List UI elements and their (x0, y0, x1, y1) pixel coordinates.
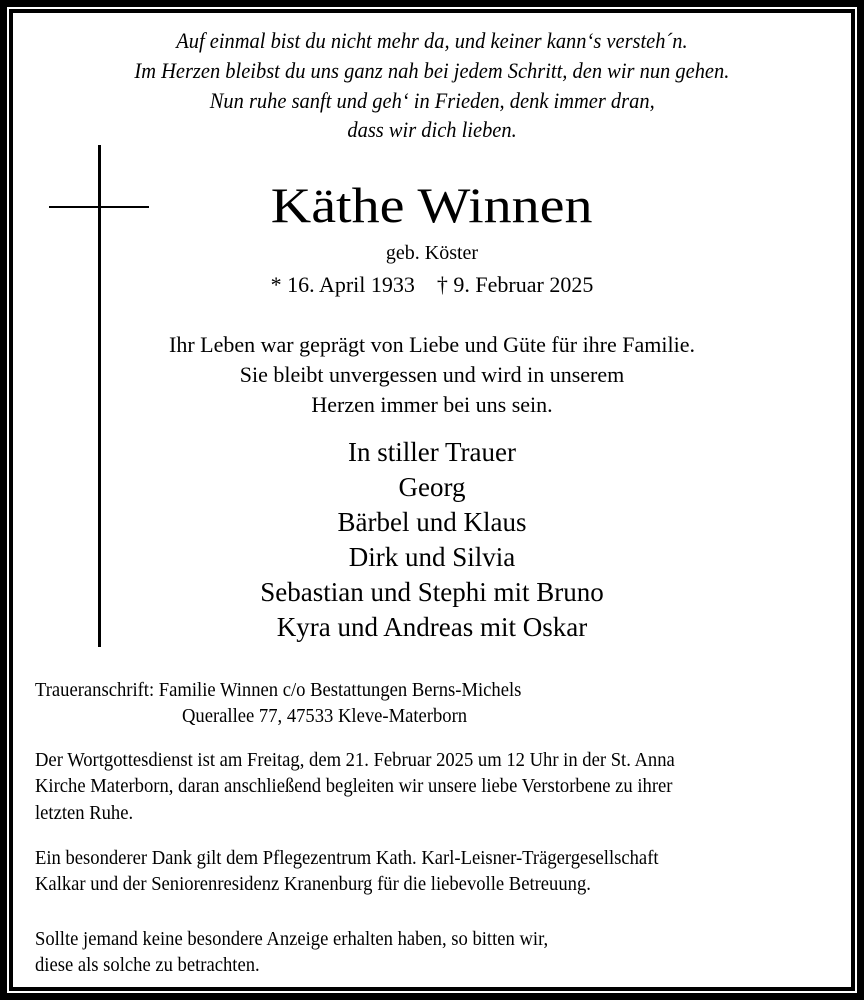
tribute-line (0, 394, 864, 416)
birth-date: * 16. April 1933 (270, 272, 415, 297)
poem-line (0, 60, 864, 82)
service-line (35, 803, 141, 823)
life-dates-text (271, 274, 594, 296)
mourner-name (0, 474, 864, 501)
mourner-name-text: Bärbel und Klaus (337, 507, 527, 537)
poem-line (0, 90, 864, 112)
death-date: † 9. Februar 2025 (436, 272, 594, 297)
address-line-2-text: Querallee 77, 47533 Kleve-Materborn (182, 705, 468, 727)
service-line-text: letzten Ruhe. (35, 802, 134, 824)
mourner-name (0, 614, 864, 641)
service-line-text: Der Wortgottesdienst ist am Freitag, dem 21. Februar 2025 um 12 Uhr in der St. Anna (35, 749, 675, 771)
tribute-line-text: Ihr Leben war geprägt von Liebe und Güte für ihre Familie. (169, 332, 695, 357)
poem-line (0, 30, 864, 52)
poem-line-text: Im Herzen bleibst du uns ganz nah bei jedem Schritt, den wir nun gehen. (134, 58, 730, 83)
mourner-name-text: Georg (398, 472, 466, 502)
thanks-line (35, 874, 633, 894)
mourner-name-text: Dirk und Silvia (348, 542, 516, 572)
mourner-name-text: Sebastian und Stephi mit Bruno (260, 577, 604, 607)
life-dates (0, 274, 864, 296)
closing-line (35, 955, 277, 975)
tribute-line (0, 364, 864, 386)
mourner-name (0, 509, 864, 536)
closing-line-text: diese als solche zu betrachten. (35, 954, 260, 976)
tribute-line (0, 334, 864, 356)
thanks-line (35, 848, 706, 868)
poem-line (0, 119, 864, 141)
service-line (35, 750, 723, 770)
mourner-name (0, 579, 864, 606)
closing-line (35, 929, 587, 949)
deceased-name-text: Käthe Winnen (271, 177, 593, 233)
address-line-1-text (35, 680, 521, 700)
thanks-line-text: Ein besonderer Dank gilt dem Pflegezentrum Kath. Karl-Leisner-Trägergesellschaft (35, 847, 659, 869)
poem-line-text: dass wir dich lieben. (347, 117, 517, 142)
maiden-name-text: geb. Köster (385, 242, 479, 264)
address-line-1 (35, 680, 558, 700)
poem-line-text: Nun ruhe sanft und geh‘ in Frieden, denk immer dran, (209, 88, 655, 113)
mourner-name-text: Kyra und Andreas mit Oskar (276, 612, 588, 642)
service-line (35, 776, 720, 796)
service-line-text: Kirche Materborn, daran anschließend begleiten wir unsere liebe Verstorbene zu ihrer (35, 775, 673, 797)
mourners-heading-text: In stiller Trauer (348, 437, 516, 467)
address-line-2 (182, 706, 489, 726)
deceased-name (0, 177, 864, 233)
tribute-line-text: Herzen immer bei uns sein. (311, 392, 553, 417)
poem-line-text: Auf einmal bist du nicht mehr da, und keiner kann‘s versteh´n. (176, 28, 688, 53)
thanks-line-text: Kalkar und der Seniorenresidenz Kranenburg für die liebevolle Betreuung. (35, 873, 591, 895)
maiden-name (0, 243, 864, 263)
tribute-line-text: Sie bleibt unvergessen und wird in unserem (239, 362, 625, 387)
closing-line-text: Sollte jemand keine besondere Anzeige erhalten haben, so bitten wir, (35, 928, 549, 950)
address-value: Familie Winnen c/o Bestattungen Berns-Michels (158, 679, 522, 701)
mourner-name (0, 544, 864, 571)
mourners-heading (0, 439, 864, 466)
address-label: Traueranschrift: (35, 679, 155, 701)
